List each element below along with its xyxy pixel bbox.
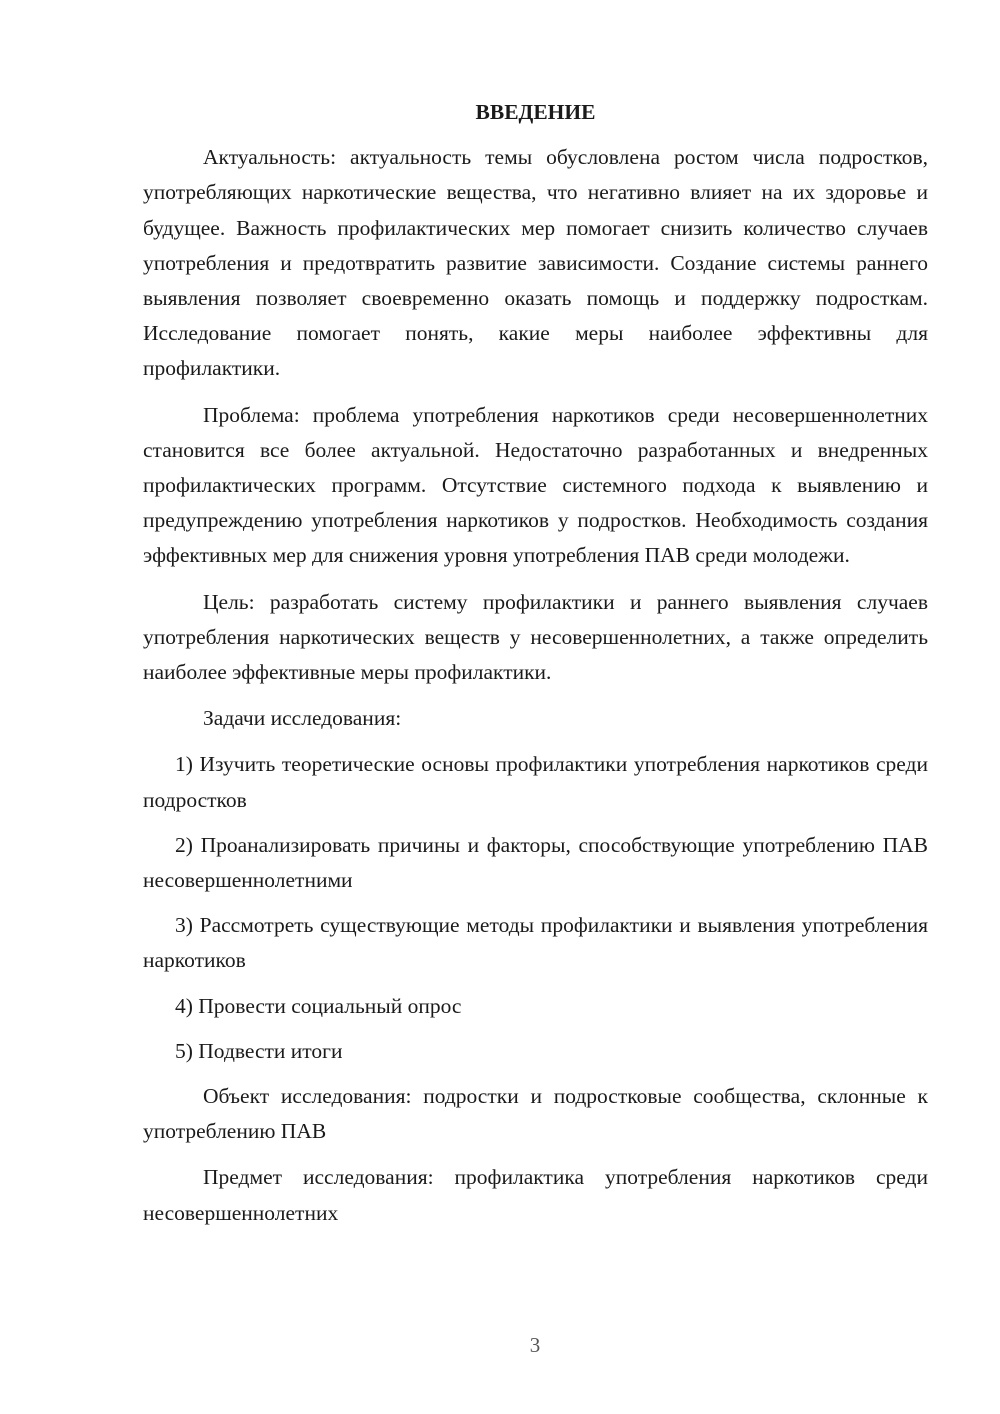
- subject-paragraph: Предмет исследования: профилактика употребления наркотиков среди несовершеннолетних: [143, 1165, 928, 1225]
- list-item: 1) Изучить теоретические основы профилактики употребления наркотиков среди подростков: [143, 752, 928, 812]
- tasks-list: [143, 747, 928, 1069]
- page-number: 3: [529, 1333, 541, 1357]
- object-paragraph: Объект исследования: подростки и подростковые сообщества, склонные к употреблению ПАВ: [143, 1084, 928, 1144]
- list-item: 5) Подвести итоги: [175, 1038, 343, 1063]
- page-title: ВВЕДЕНИЕ: [475, 100, 596, 124]
- tasks-heading: Задачи исследования:: [203, 706, 402, 731]
- problem-paragraph: Проблема: проблема употребления наркотиков среди несовершеннолетних становится все более актуальной. Недостаточно разработанных и внедренных профилактических программ. Отсутствие системного подхода к выявлению и предупреждению употребления наркотиков у подростков. Необходимость создания эффективных мер для снижения уровня употребления ПАВ среди молодежи.: [143, 402, 928, 568]
- list-item: 3) Рассмотреть существующие методы профилактики и выявления употребления наркотиков: [143, 913, 928, 973]
- relevance-paragraph: Актуальность: актуальность темы обусловлена ростом числа подростков, употребляющих наркотические вещества, что негативно влияет на их здоровье и будущее. Важность профилактических мер помогает снизить количество случаев употребления и предотвратить развитие зависимости. Создание системы раннего выявления позволяет своевременно оказать помощь и поддержку подросткам. Исследование помогает понять, какие меры наиболее эффективны для профилактики.: [143, 145, 928, 381]
- list-item: 4) Провести социальный опрос: [175, 993, 462, 1018]
- page-content: [143, 95, 928, 1242]
- goal-paragraph: Цель: разработать систему профилактики и раннего выявления случаев употребления наркотических веществ у несовершеннолетних, а также определить наиболее эффективные меры профилактики.: [143, 589, 928, 685]
- list-item: 2) Проанализировать причины и факторы, способствующие употреблению ПАВ несовершеннолетними: [143, 832, 928, 893]
